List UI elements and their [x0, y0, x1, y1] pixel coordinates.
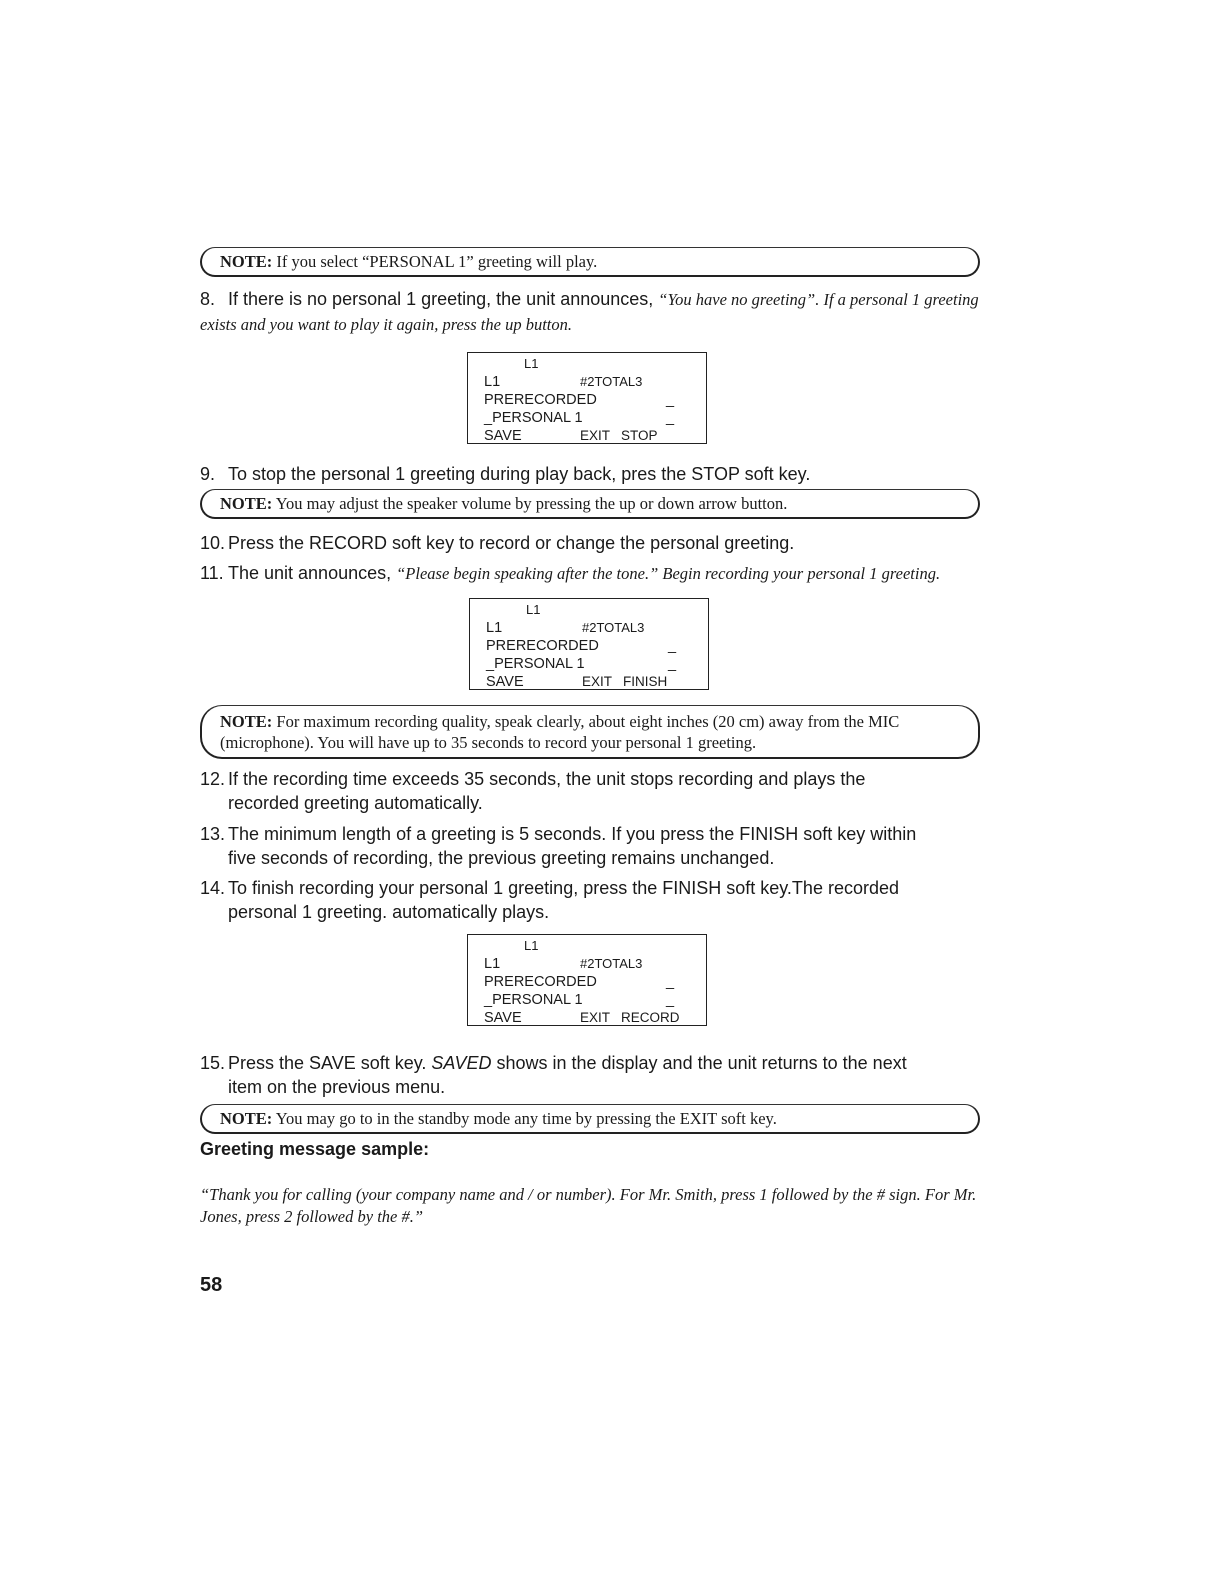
- step-8: [200, 287, 990, 337]
- step-number: 10.: [200, 533, 226, 553]
- step-text: The unit announces,: [228, 563, 397, 583]
- lcd-cursor: _: [666, 992, 675, 1008]
- step-9: [200, 462, 990, 486]
- saved-word: SAVED: [431, 1053, 492, 1073]
- step-number: 13.: [200, 824, 226, 844]
- lcd-softkeys: [484, 1009, 706, 1027]
- lcd-display-record: [467, 934, 707, 1026]
- step-text: If the recording time exceeds 35 seconds, the unit stops recording and plays the: [228, 769, 866, 789]
- softkey-exit[interactable]: EXIT: [582, 674, 613, 689]
- step-14: [200, 876, 990, 924]
- step-13: [200, 822, 990, 870]
- lcd-prerecorded: PRERECORDED: [484, 974, 597, 990]
- lcd-total: #2TOTAL3: [582, 620, 645, 635]
- lcd-prerecorded: PRERECORDED: [486, 638, 599, 654]
- step-text: If there is no personal 1 greeting, the unit announces,: [228, 289, 659, 309]
- step-number: 8.: [200, 289, 216, 309]
- sample-text: “Thank you for calling (your company name and / or number). For Mr. Smith, press 1 followed by the # sign. For Mr. Jones, press 2 followed by the #.”: [200, 1185, 977, 1226]
- lcd-top-line: L1: [526, 602, 541, 617]
- lcd-prerecorded: PRERECORDED: [484, 392, 597, 408]
- step-text: The minimum length of a greeting is 5 seconds. If you press the FINISH soft key within: [228, 824, 917, 844]
- softkey-exit[interactable]: EXIT: [580, 1010, 611, 1025]
- step-12: [200, 767, 990, 815]
- note-text: You may go to in the standby mode any time by pressing the EXIT soft key.: [272, 1109, 777, 1128]
- step-11: [200, 561, 990, 586]
- lcd-prerecorded-row: [484, 973, 706, 991]
- lcd-line-label: L1: [484, 374, 501, 390]
- softkey-record[interactable]: RECORD: [621, 1010, 680, 1025]
- softkey-exit[interactable]: EXIT: [580, 428, 611, 443]
- softkey-save[interactable]: SAVE: [484, 428, 522, 444]
- lcd-top-line: L1: [524, 938, 539, 953]
- note-text: You may adjust the speaker volume by pressing the up or down arrow button.: [272, 494, 788, 513]
- lcd-personal-row: [486, 655, 708, 673]
- lcd-prerecorded-row: [486, 637, 708, 655]
- lcd-top-line: L1: [524, 356, 539, 371]
- sample-heading: Greeting message sample:: [200, 1139, 430, 1159]
- lcd-line-label: L1: [484, 956, 501, 972]
- step-number: 12.: [200, 769, 226, 789]
- step-number: 9.: [200, 464, 216, 484]
- page-number: 58: [200, 1274, 223, 1296]
- softkey-finish[interactable]: FINISH: [623, 674, 668, 689]
- note-label: NOTE:: [220, 712, 273, 731]
- step-text: To stop the personal 1 greeting during play back, pres the STOP soft key.: [228, 464, 811, 484]
- lcd-line-label: L1: [486, 620, 503, 636]
- step-text-line2: item on the previous menu.: [228, 1077, 446, 1097]
- lcd-total: #2TOTAL3: [580, 374, 643, 389]
- lcd-softkeys: [486, 673, 708, 691]
- note-label: NOTE:: [220, 1109, 273, 1128]
- step-number: 11.: [200, 563, 224, 583]
- note-personal-1: [200, 247, 980, 277]
- note-text: For maximum recording quality, speak clearly, about eight inches (20 cm) away from the MIC (microphone). You will have up to 35 seconds to record your personal 1 greeting.: [220, 712, 900, 752]
- step-15: [200, 1051, 990, 1099]
- note-label: NOTE:: [220, 494, 273, 513]
- softkey-save[interactable]: SAVE: [486, 674, 524, 690]
- softkey-stop[interactable]: STOP: [621, 428, 658, 443]
- step-text: To finish recording your personal 1 greeting, press the FINISH soft key.The recorded: [228, 878, 899, 898]
- lcd-line-row: [486, 619, 708, 637]
- lcd-cursor: _: [668, 656, 677, 672]
- lcd-personal-row: [484, 409, 706, 427]
- note-label: NOTE:: [220, 252, 273, 271]
- lcd-prerecorded-row: [484, 391, 706, 409]
- step-number: 14.: [200, 878, 226, 898]
- lcd-line-row: [484, 955, 706, 973]
- step-text-rest: shows in the display and the unit returns to the next: [491, 1053, 907, 1073]
- step-text: Press the SAVE soft key.: [228, 1053, 432, 1073]
- lcd-cursor: _: [668, 638, 677, 654]
- note-recording-quality: [200, 705, 980, 759]
- lcd-cursor: _: [666, 974, 675, 990]
- note-volume: [200, 489, 980, 519]
- note-text: If you select “PERSONAL 1” greeting will play.: [272, 252, 598, 271]
- step-text-line2: five seconds of recording, the previous greeting remains unchanged.: [228, 848, 775, 868]
- lcd-display-finish: [469, 598, 709, 690]
- lcd-cursor: _: [666, 410, 675, 426]
- lcd-total: #2TOTAL3: [580, 956, 643, 971]
- step-10: [200, 531, 990, 555]
- step-text-line2: personal 1 greeting. automatically plays.: [228, 902, 550, 922]
- step-text-line2: recorded greeting automatically.: [228, 793, 483, 813]
- lcd-cursor: _: [666, 392, 675, 408]
- lcd-personal: _PERSONAL 1: [484, 992, 583, 1008]
- step-italic: “Please begin speaking after the tone.” Begin recording your personal 1 greeting.: [396, 564, 941, 583]
- softkey-save[interactable]: SAVE: [484, 1010, 522, 1026]
- note-standby: [200, 1104, 980, 1134]
- lcd-personal: _PERSONAL 1: [484, 410, 583, 426]
- lcd-personal: _PERSONAL 1: [486, 656, 585, 672]
- lcd-line-row: [484, 373, 706, 391]
- step-italic: “You have no greeting”. If a personal 1 greeting exists and you want to play it again, press the up button.: [200, 290, 979, 334]
- lcd-personal-row: [484, 991, 706, 1009]
- step-text: Press the RECORD soft key to record or change the personal greeting.: [228, 533, 795, 553]
- lcd-display-stop: [467, 352, 707, 444]
- lcd-softkeys: [484, 427, 706, 445]
- step-number: 15.: [200, 1053, 226, 1073]
